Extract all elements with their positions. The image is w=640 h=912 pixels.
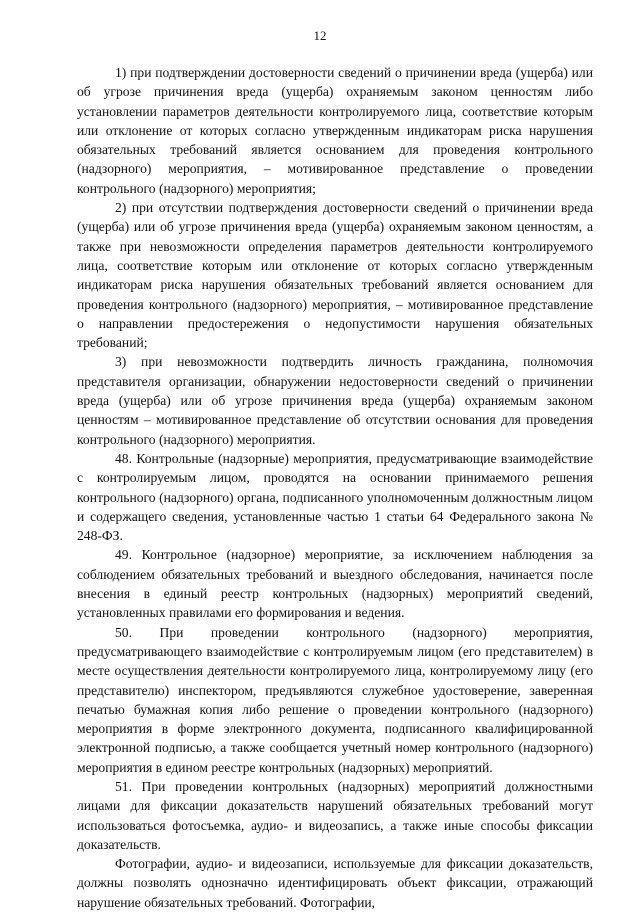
- paragraph-51: 51. При проведении контрольных (надзорных) мероприятий должностными лицами для фиксации доказательств нарушений обязательных требований могут использоваться фотосъемка, аудио- и видеозапись, а также иные способы фиксации доказательств.: [77, 778, 593, 852]
- paragraph-item-3: 3) при невозможности подтвердить личность гражданина, полномочия представителя организации, обнаружении недостоверности сведений о причинении вреда (ущерба) или об угрозе причинения вреда (ущерба) охраняемым законом ценностям – мотивированное представление об отсутствии основания для проведения контрольного (надзорного) мероприятия.: [77, 354, 593, 447]
- page-number: 12: [313, 28, 327, 43]
- document-body: [77, 63, 593, 912]
- paragraph-item-2: 2) при отсутствии подтверждения достоверности сведений о причинении вреда (ущерба) или об угрозе причинения вреда (ущерба) охраняемым законом ценностям, а также при невозможности определения параметров деятельности контролируемого лица, соответствие которым или отклонение от которых согласно утвержденным индикаторам риска нарушения обязательных требований является основанием для проведения контрольного (надзорного) мероприятия, – мотивированное представление о направлении предостережения о недопустимости нарушения обязательных требований;: [77, 200, 593, 351]
- paragraph-49: 49. Контрольное (надзорное) мероприятие, за исключением наблюдения за соблюдением обязательных требований и выездного обследования, начинается после внесения в единый реестр контрольных (надзорных) мероприятий сведений, установленных правилами его формирования и ведения.: [77, 547, 593, 621]
- paragraph-50: 50. При проведении контрольного (надзорного) мероприятия, предусматривающего взаимодействие с контролируемым лицом (его представителем) в месте осуществления деятельности контролируемого лица, контролируемому лицу (его представителю) инспектором, предъявляются служебное удостоверение, заверенная печатью бумажная копия либо решение о проведении контрольного (надзорного) мероприятия в форме электронного документа, подписанного квалифицированной электронной подписью, а также сообщается учетный номер контрольного (надзорного) мероприятия в едином реестре контрольных (надзорных) мероприятий.: [77, 624, 593, 775]
- paragraph-item-1: 1) при подтверждении достоверности сведений о причинении вреда (ущерба) или об угрозе причинения вреда (ущерба) охраняемым законом ценностям либо установлении параметров деятельности контролируемого лица, соответствие которым или отклонение от которых согласно утвержденным индикаторам риска нарушения обязательных требований является основанием для проведения контрольного (надзорного) мероприятия, – мотивированное представление о проведении контрольного (надзорного) мероприятия;: [77, 65, 593, 196]
- paragraph-51-continuation: Фотографии, аудио- и видеозаписи, используемые для фиксации доказательств, должны позволять однозначно идентифицировать объект фиксации, отражающий нарушение обязательных требований. Фотографии,: [77, 856, 593, 910]
- paragraph-48: 48. Контрольные (надзорные) мероприятия, предусматривающие взаимодействие с контролируемым лицом, проводятся на основании принимаемого решения контрольного (надзорного) органа, подписанного уполномоченным должностным лицом и содержащего сведения, установленные частью 1 статьи 64 Федерального закона № 248-ФЗ.: [77, 450, 593, 544]
